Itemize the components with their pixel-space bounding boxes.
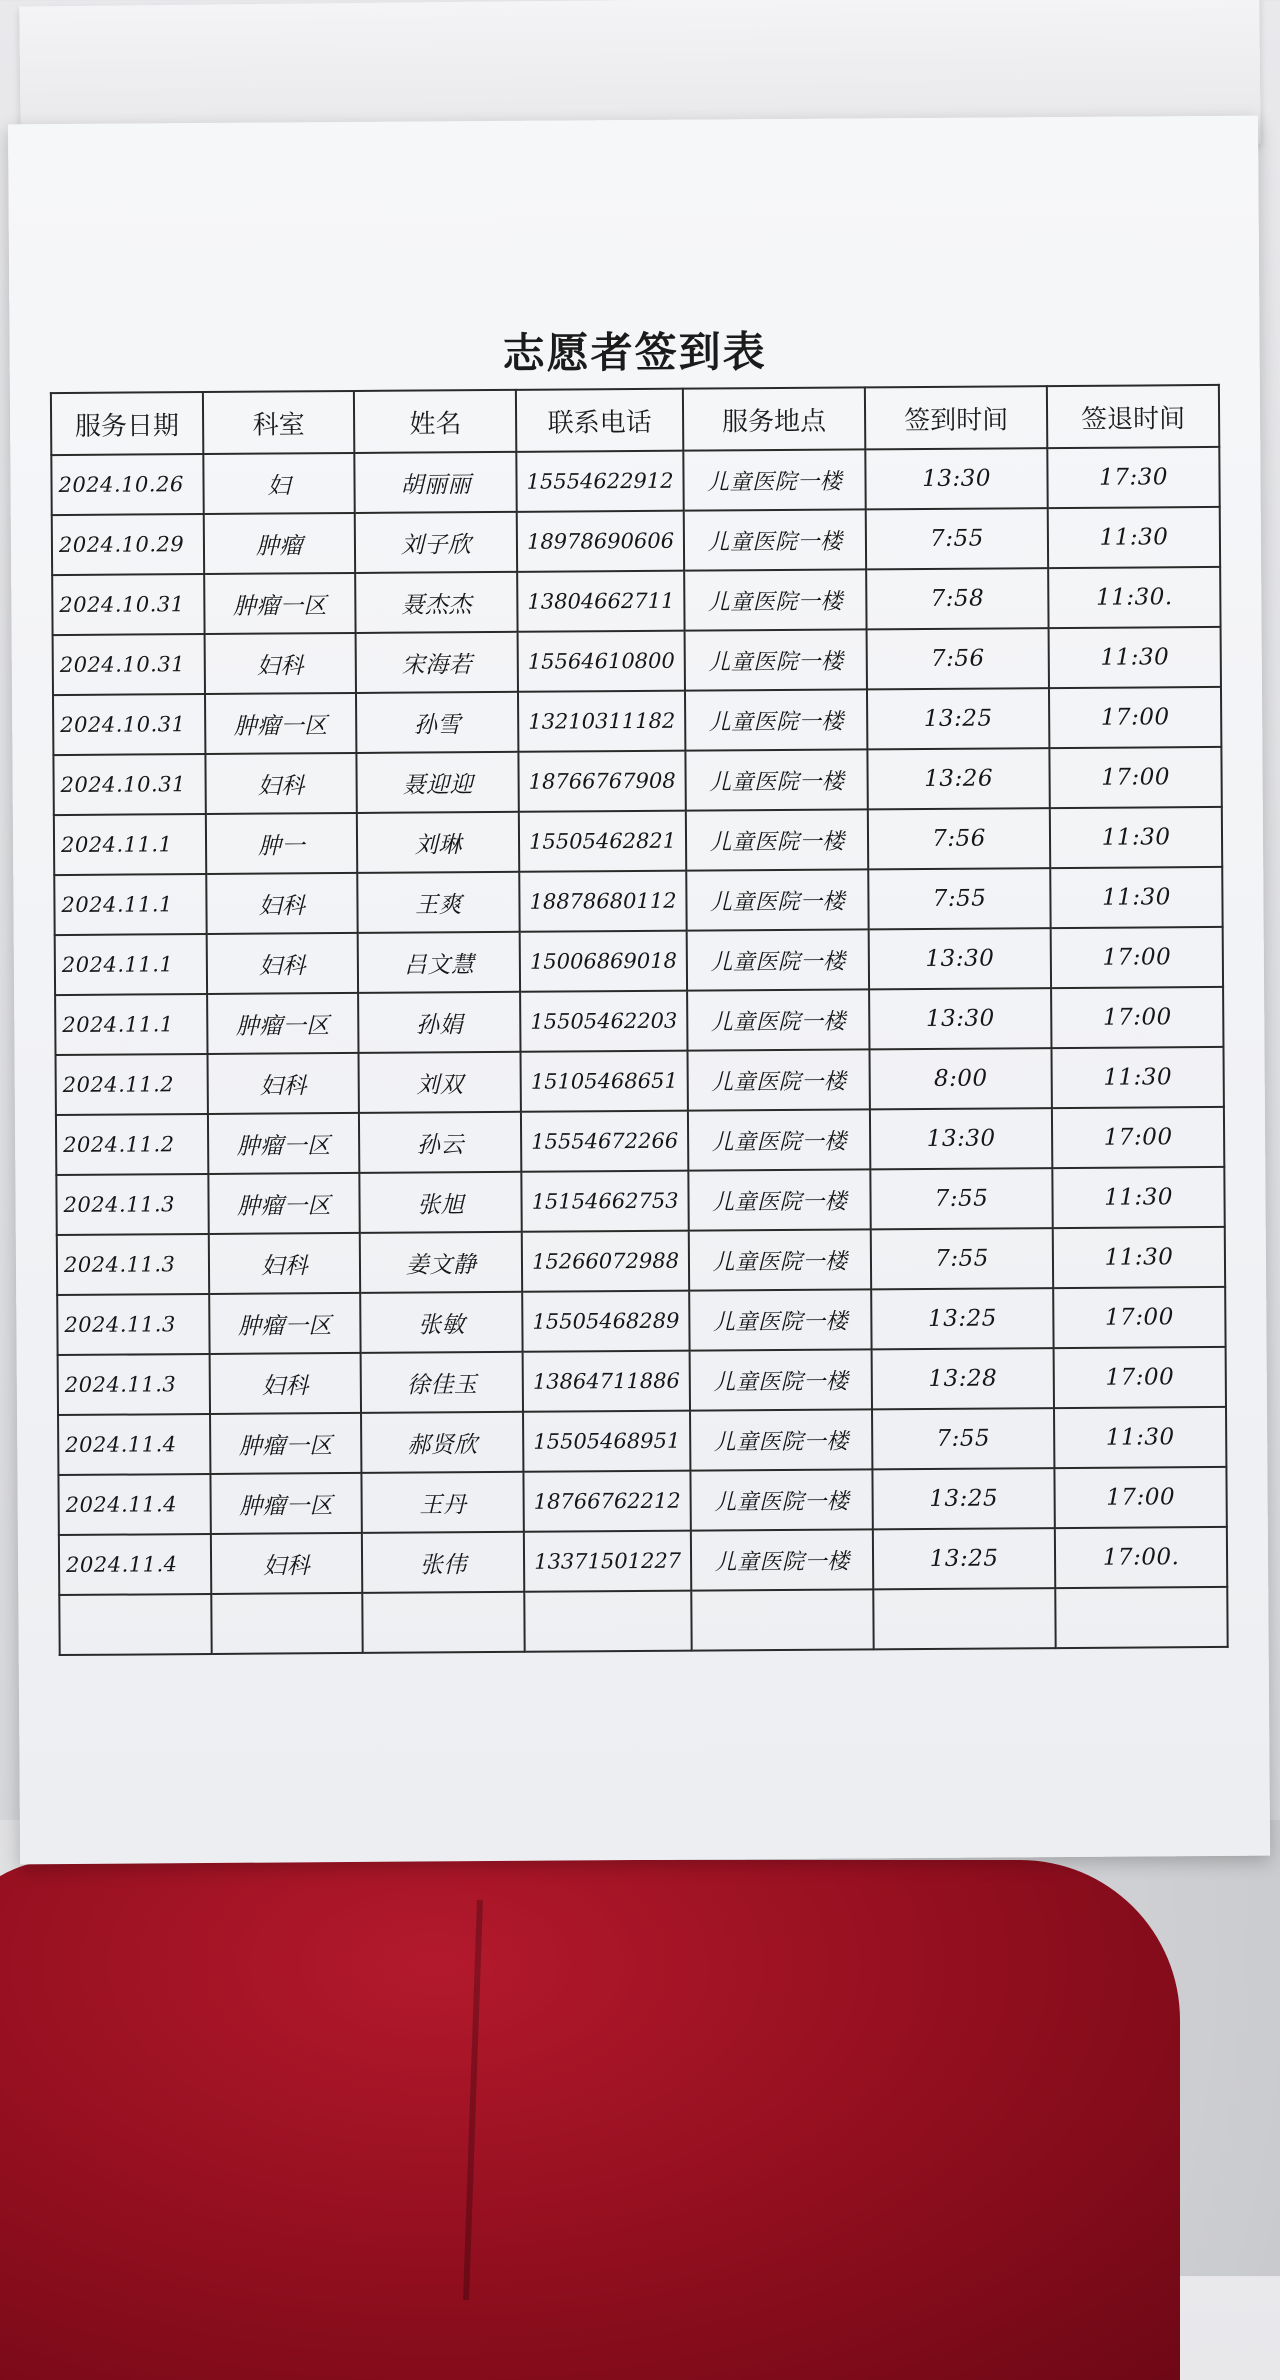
cell-check-in: 7:55 — [870, 1168, 1052, 1229]
table-row — [55, 927, 1223, 995]
cell-location: 儿童医院一楼 — [687, 929, 869, 990]
sign-in-sheet — [8, 116, 1270, 1865]
cell-dept — [211, 1593, 363, 1654]
cell-location: 儿童医院一楼 — [688, 1169, 870, 1230]
table-row — [58, 1347, 1226, 1415]
cell-date: 2024.10.31 — [53, 694, 205, 755]
cell-phone: 15505462203 — [520, 991, 687, 1052]
cell-check-out: 17:00 — [1051, 987, 1223, 1048]
cell-check-in: 13:28 — [872, 1348, 1054, 1409]
cell-dept: 肿瘤 — [203, 513, 355, 574]
cell-phone: 15505468951 — [523, 1411, 690, 1472]
cell-check-in: 7:56 — [867, 628, 1049, 689]
cell-date: 2024.10.31 — [52, 574, 204, 635]
cell-date — [59, 1594, 211, 1655]
cell-check-out: 17:00 — [1051, 927, 1223, 988]
cell-phone: 15105468651 — [521, 1051, 688, 1112]
cell-check-in: 13:30 — [865, 448, 1047, 509]
sign-in-table — [50, 384, 1229, 1656]
column-header-date: 服务日期 — [51, 392, 203, 455]
cell-dept: 肿瘤一区 — [210, 1413, 362, 1474]
cell-name: 孙云 — [359, 1112, 521, 1173]
cell-name: 孙娟 — [358, 992, 520, 1053]
cell-check-out: 17:00. — [1055, 1527, 1227, 1588]
cell-name: 孙雪 — [356, 692, 518, 753]
cell-check-in: 7:58 — [866, 568, 1048, 629]
cell-name: 宋海若 — [356, 632, 518, 693]
cell-name: 聂杰杰 — [356, 572, 518, 633]
cell-phone: 13804662711 — [517, 571, 684, 632]
cell-name — [363, 1592, 525, 1653]
cell-date: 2024.10.26 — [51, 454, 203, 515]
table-row — [57, 1227, 1225, 1295]
cell-date: 2024.11.2 — [56, 1054, 208, 1115]
cell-phone — [524, 1591, 691, 1652]
cell-dept: 肿瘤一区 — [204, 573, 356, 634]
cell-phone: 15554672266 — [521, 1111, 688, 1172]
cell-location: 儿童医院一楼 — [683, 449, 865, 510]
cell-phone: 15266072988 — [522, 1231, 689, 1292]
table-row — [56, 1047, 1224, 1115]
cell-phone: 15564610800 — [518, 631, 685, 692]
column-header-location: 服务地点 — [683, 387, 865, 450]
column-header-name: 姓名 — [354, 390, 516, 453]
cell-location: 儿童医院一楼 — [684, 509, 866, 570]
table-row — [57, 1287, 1225, 1355]
cell-date: 2024.11.3 — [58, 1354, 210, 1415]
table-row — [53, 627, 1221, 695]
table-row — [59, 1587, 1227, 1655]
cell-location: 儿童医院一楼 — [685, 749, 867, 810]
cell-date: 2024.11.4 — [59, 1534, 211, 1595]
cell-check-in: 13:25 — [872, 1468, 1054, 1529]
cell-dept: 妇科 — [209, 1353, 361, 1414]
cell-date: 2024.11.3 — [57, 1294, 209, 1355]
cell-location: 儿童医院一楼 — [688, 1049, 870, 1110]
cell-dept: 妇科 — [208, 1233, 360, 1294]
cell-check-in: 13:26 — [867, 748, 1049, 809]
cell-dept: 妇科 — [206, 933, 358, 994]
cell-phone: 15505468289 — [522, 1291, 689, 1352]
cell-check-in: 7:55 — [866, 508, 1048, 569]
cell-date: 2024.11.4 — [58, 1474, 210, 1535]
cell-date: 2024.11.2 — [56, 1114, 208, 1175]
cell-location: 儿童医院一楼 — [690, 1409, 872, 1470]
cell-location — [691, 1589, 873, 1650]
cell-location: 儿童医院一楼 — [689, 1289, 871, 1350]
column-header-phone: 联系电话 — [516, 389, 683, 452]
table-row — [56, 1107, 1224, 1175]
cell-dept: 肿瘤一区 — [208, 1173, 360, 1234]
cell-check-in: 13:30 — [869, 988, 1051, 1049]
cell-name: 刘双 — [359, 1052, 521, 1113]
cell-check-out: 17:00 — [1054, 1467, 1226, 1528]
cell-check-out: 11:30 — [1053, 1227, 1225, 1288]
cell-date: 2024.10.31 — [53, 634, 205, 695]
cell-name: 胡丽丽 — [355, 452, 517, 513]
cell-dept: 肿瘤一区 — [208, 1113, 360, 1174]
cell-phone: 18766767908 — [519, 751, 686, 812]
cell-date: 2024.11.1 — [55, 934, 207, 995]
cell-dept: 妇科 — [211, 1533, 363, 1594]
cell-check-out: 11:30 — [1048, 507, 1220, 568]
cell-phone: 15154662753 — [522, 1171, 689, 1232]
header-row — [51, 385, 1219, 455]
cell-name: 聂迎迎 — [357, 752, 519, 813]
cell-name: 张伟 — [362, 1532, 524, 1593]
cell-check-out: 17:00 — [1053, 1287, 1225, 1348]
cell-phone: 13864711886 — [523, 1351, 690, 1412]
column-header-check-out: 签退时间 — [1047, 385, 1219, 448]
cell-check-out: 11:30 — [1050, 807, 1222, 868]
cell-check-out: 17:30 — [1047, 447, 1219, 508]
cell-phone: 15554622912 — [516, 451, 683, 512]
cell-date: 2024.11.1 — [55, 994, 207, 1055]
cell-check-out: 11:30 — [1052, 1167, 1224, 1228]
cell-phone: 18978690606 — [517, 511, 684, 572]
cell-name: 吕文慧 — [358, 932, 520, 993]
cell-check-in — [873, 1588, 1055, 1649]
cell-check-out: 11:30. — [1048, 567, 1220, 628]
cell-check-in: 7:55 — [872, 1408, 1054, 1469]
cell-phone: 18766762212 — [524, 1471, 691, 1532]
cell-phone: 13210311182 — [518, 691, 685, 752]
cell-location: 儿童医院一楼 — [690, 1349, 872, 1410]
cell-date: 2024.11.1 — [54, 874, 206, 935]
cell-location: 儿童医院一楼 — [684, 569, 866, 630]
sheet-title: 志愿者签到表 — [502, 327, 767, 378]
cell-check-out: 11:30 — [1052, 1047, 1224, 1108]
table-row — [53, 687, 1221, 755]
cell-dept: 肿一 — [206, 813, 358, 874]
cell-check-out: 17:00 — [1049, 687, 1221, 748]
cell-check-out: 17:00 — [1054, 1347, 1226, 1408]
cell-location: 儿童医院一楼 — [689, 1229, 871, 1290]
column-header-dept: 科室 — [203, 391, 355, 454]
cell-dept: 妇 — [203, 453, 355, 514]
cell-check-out — [1055, 1587, 1227, 1648]
cell-dept: 肿瘤一区 — [207, 993, 359, 1054]
table-row — [55, 987, 1223, 1055]
cell-dept: 肿瘤一区 — [205, 693, 357, 754]
cell-name: 郝贤欣 — [361, 1412, 523, 1473]
cell-dept: 妇科 — [204, 633, 356, 694]
cell-dept: 妇科 — [206, 873, 358, 934]
table-row — [52, 567, 1220, 635]
cell-name: 张敏 — [361, 1292, 523, 1353]
cell-location: 儿童医院一楼 — [687, 989, 869, 1050]
cell-date: 2024.10.31 — [53, 754, 205, 815]
cell-date: 2024.11.3 — [56, 1174, 208, 1235]
cell-check-out: 11:30 — [1049, 627, 1221, 688]
cell-check-in: 7:55 — [871, 1228, 1053, 1289]
cell-phone: 15505462821 — [519, 811, 686, 872]
cell-location: 儿童医院一楼 — [686, 869, 868, 930]
red-cloth — [0, 1860, 1180, 2380]
table-row — [58, 1407, 1226, 1475]
cell-dept: 妇科 — [205, 753, 357, 814]
cell-check-in: 13:25 — [867, 688, 1049, 749]
cell-location: 儿童医院一楼 — [686, 809, 868, 870]
cell-check-in: 8:00 — [870, 1048, 1052, 1109]
cell-location: 儿童医院一楼 — [690, 1469, 872, 1530]
table-row — [56, 1167, 1224, 1235]
cell-check-out: 11:30 — [1050, 867, 1222, 928]
cell-date: 2024.11.3 — [57, 1234, 209, 1295]
cell-phone: 15006869018 — [520, 931, 687, 992]
cell-dept: 肿瘤一区 — [209, 1293, 361, 1354]
cell-name: 王丹 — [362, 1472, 524, 1533]
table-row — [54, 867, 1222, 935]
cell-name: 王爽 — [358, 872, 520, 933]
table-row — [58, 1467, 1226, 1535]
cell-date: 2024.11.4 — [58, 1414, 210, 1475]
cell-check-in: 13:30 — [869, 928, 1051, 989]
cell-location: 儿童医院一楼 — [685, 689, 867, 750]
cell-check-in: 7:55 — [868, 868, 1050, 929]
cell-date: 2024.11.1 — [54, 814, 206, 875]
cell-check-out: 11:30 — [1054, 1407, 1226, 1468]
cell-date: 2024.10.29 — [52, 514, 204, 575]
cell-location: 儿童医院一楼 — [688, 1109, 870, 1170]
cell-check-in: 13:25 — [871, 1288, 1053, 1349]
cell-dept: 妇科 — [207, 1053, 359, 1114]
cell-check-out: 17:00 — [1049, 747, 1221, 808]
cell-location: 儿童医院一楼 — [691, 1529, 873, 1590]
cell-name: 刘子欣 — [355, 512, 517, 573]
cell-name: 徐佳玉 — [361, 1352, 523, 1413]
cell-check-in: 13:25 — [873, 1528, 1055, 1589]
cell-name: 张旭 — [360, 1172, 522, 1233]
table-row — [51, 447, 1219, 515]
cell-check-in: 13:30 — [870, 1108, 1052, 1169]
cell-location: 儿童医院一楼 — [685, 629, 867, 690]
column-header-check-in: 签到时间 — [865, 386, 1047, 449]
table-row — [59, 1527, 1227, 1595]
table-row — [53, 747, 1221, 815]
cell-dept: 肿瘤一区 — [210, 1473, 362, 1534]
table-row — [52, 507, 1220, 575]
cell-phone: 13371501227 — [524, 1531, 691, 1592]
cell-name: 姜文静 — [360, 1232, 522, 1293]
cell-check-out: 17:00 — [1052, 1107, 1224, 1168]
cell-name: 刘琳 — [357, 812, 519, 873]
cell-phone: 18878680112 — [519, 871, 686, 932]
cell-check-in: 7:56 — [868, 808, 1050, 869]
table-row — [54, 807, 1222, 875]
